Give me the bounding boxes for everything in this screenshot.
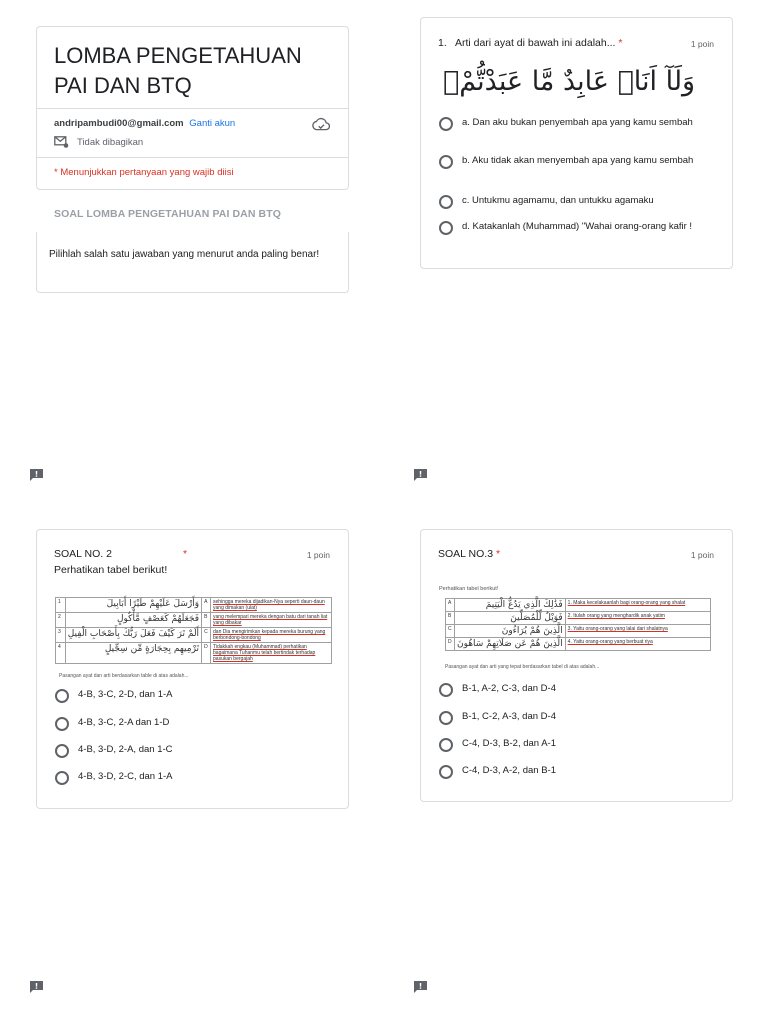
report-feedback-icon[interactable]	[29, 980, 44, 994]
option-label: 4-B, 3-C, 2-A dan 1-D	[78, 717, 170, 728]
meaning-cell: Tidakkah engkau (Muhammad) perhatikan bagaimana Tuhanmu telah bertindak terhadap pasukan bergajah	[211, 643, 332, 664]
radio-button[interactable]	[55, 717, 69, 731]
section-description: Pilihlah salah satu jawaban yang menurut anda paling benar!	[49, 249, 320, 260]
section-title: SOAL LOMBA PENGETAHUAN PAI DAN BTQ	[54, 208, 282, 220]
table-row	[446, 638, 711, 651]
option-2[interactable]	[55, 717, 169, 731]
report-feedback-icon[interactable]	[413, 980, 428, 994]
option-label: B-1, C-2, A-3, dan D-4	[462, 711, 556, 722]
question-card-2	[36, 529, 349, 809]
option-3[interactable]	[439, 738, 556, 752]
question-title	[438, 37, 622, 49]
table-cell: C	[202, 628, 211, 643]
table-note: Pasangan ayat dan arti berdasarkan table di atas adalah...	[59, 673, 189, 679]
meaning-cell: 1. Maka kecelakaanlah bagi orang-orang yang shalat	[565, 599, 710, 612]
radio-button[interactable]	[439, 711, 453, 725]
question-table	[445, 598, 711, 651]
required-star: *	[618, 37, 623, 49]
option-label: a. Dan aku bukan penyembah apa yang kamu sembah	[462, 117, 693, 128]
option-a[interactable]	[439, 117, 709, 131]
report-feedback-icon[interactable]	[413, 468, 428, 482]
table-cell: 1	[56, 598, 66, 613]
points-label: 1 poin	[306, 550, 330, 560]
option-4[interactable]	[55, 771, 173, 785]
question-label: SOAL NO. 2	[54, 548, 112, 560]
table-cell: A	[202, 598, 211, 613]
required-star: *	[183, 548, 188, 560]
arabic-cell: وَأَرْسَلَ عَلَيْهِمْ طَيْرًا أَبَابِيلَ	[65, 598, 201, 613]
option-label: C-4, D-3, B-2, dan A-1	[462, 738, 556, 749]
option-label: 4-B, 3-D, 2-C, dan 1-A	[78, 771, 173, 782]
table-row	[446, 599, 711, 612]
required-star: *	[495, 548, 501, 560]
table-row	[56, 628, 332, 643]
arabic-cell: الَّذِينَ هُمْ يُرَاءُونَ	[455, 625, 566, 638]
arabic-cell: فَجَعَلَهُمْ كَعَصْفٍ مَّأْكُولٍ	[65, 613, 201, 628]
option-label: d. Katakanlah (Muhammad) "Wahai orang-orang kafir !	[462, 221, 693, 232]
option-3[interactable]	[55, 744, 173, 758]
table-note: Pasangan ayat dan arti yang tepat berdasarkan tabel di atas adalah...	[445, 664, 600, 670]
arabic-cell: فَذَٰلِكَ الَّذِي يَدُعُّ الْيَتِيمَ	[455, 599, 566, 612]
radio-button[interactable]	[55, 744, 69, 758]
question-prompt: Perhatikan tabel berikut!	[54, 564, 168, 576]
question-card-3	[420, 529, 733, 802]
meaning-cell: 4. Yaitu orang-orang yang berbuat riya	[565, 638, 710, 651]
question-text: Arti dari ayat di bawah ini adalah...	[454, 37, 616, 49]
account-email: andripambudi00@gmail.com	[54, 118, 184, 129]
question-label: SOAL NO.3	[438, 548, 494, 560]
meaning-cell: dan Dia mengirimkan kepada mereka burung yang berbondong-bondong	[211, 628, 332, 643]
table-cell: C	[446, 625, 455, 638]
option-2[interactable]	[439, 711, 556, 725]
question-title	[438, 548, 500, 560]
points-label: 1 poin	[690, 550, 714, 560]
meaning-cell: sehingga mereka dijadikan-Nya seperti daun-daun yang dimakan (ulat)	[211, 598, 332, 613]
sharing-status	[54, 136, 143, 148]
meaning-cell: yang melempari mereka dengan batu dari tanah liat yang dibakar	[211, 613, 332, 628]
option-4[interactable]	[439, 765, 556, 779]
required-note: * Menunjukkan pertanyaan yang wajib diisi	[54, 167, 234, 178]
arabic-cell: فَوَيْلٌ لِّلْمُصَلِّينَ	[455, 612, 566, 625]
table-row	[446, 625, 711, 638]
arabic-verse: وَلَآ اَنَا۠ عَابِدٌ مَّا عَبَدْتُّمْۙ	[443, 66, 696, 97]
arabic-cell: أَلَمْ تَرَ كَيْفَ فَعَلَ رَبُّكَ بِأَصْحَابِ الْفِيلِ	[65, 628, 201, 643]
form-header-card	[36, 26, 349, 190]
table-cell: 3	[56, 628, 66, 643]
question-card-1	[420, 17, 733, 269]
arabic-cell: تَرْمِيهِم بِحِجَارَةٍ مِّن سِجِّيلٍ	[65, 643, 201, 664]
radio-button[interactable]	[439, 195, 453, 209]
table-prompt: Perhatikan tabel berikut!	[439, 586, 499, 592]
table-row	[56, 643, 332, 664]
arabic-cell: الَّذِينَ هُمْ عَن صَلَاتِهِمْ سَاهُونَ	[455, 638, 566, 651]
table-row	[446, 612, 711, 625]
points-label: 1 poin	[690, 39, 714, 49]
radio-button[interactable]	[55, 771, 69, 785]
option-label: c. Untukmu agamamu, dan untukku agamaku	[462, 195, 654, 206]
option-1[interactable]	[55, 689, 173, 703]
radio-button[interactable]	[439, 221, 453, 235]
switch-account-link[interactable]: Ganti akun	[189, 118, 236, 129]
section-description-card	[36, 232, 349, 293]
option-label: C-4, D-3, A-2, dan B-1	[462, 765, 556, 776]
radio-button[interactable]	[439, 155, 453, 169]
account-row	[54, 118, 235, 129]
meaning-cell: 2. Itulah orang yang menghardik anak yatim	[565, 612, 710, 625]
mail-lock-icon	[54, 136, 69, 148]
table-cell: 2	[56, 613, 66, 628]
option-1[interactable]	[439, 683, 556, 697]
table-cell: D	[202, 643, 211, 664]
divider	[37, 157, 348, 158]
question-table	[55, 597, 332, 664]
table-cell: B	[202, 613, 211, 628]
option-label: 4-B, 3-D, 2-A, dan 1-C	[78, 744, 173, 755]
meaning-cell: 3. Yaitu orang-orang yang lalai dari shalatnya	[565, 625, 710, 638]
option-d[interactable]	[439, 221, 709, 235]
table-cell: A	[446, 599, 455, 612]
divider	[37, 108, 348, 109]
report-feedback-icon[interactable]	[29, 468, 44, 482]
cloud-off-icon	[312, 117, 330, 131]
option-b[interactable]	[439, 155, 709, 169]
option-label: 4-B, 3-C, 2-D, dan 1-A	[78, 689, 173, 700]
table-cell: B	[446, 612, 455, 625]
table-cell: D	[446, 638, 455, 651]
not-shared-label: Tidak dibagikan	[77, 136, 144, 148]
option-c[interactable]	[439, 195, 709, 209]
table-row	[56, 613, 332, 628]
question-number: 1.	[438, 37, 447, 49]
option-label: B-1, A-2, C-3, dan D-4	[462, 683, 556, 694]
radio-button[interactable]	[439, 117, 453, 131]
radio-button[interactable]	[439, 765, 453, 779]
radio-button[interactable]	[55, 689, 69, 703]
radio-button[interactable]	[439, 738, 453, 752]
form-title: LOMBA PENGETAHUAN PAI DAN BTQ	[54, 43, 302, 98]
table-cell: 4	[56, 643, 66, 664]
radio-button[interactable]	[439, 683, 453, 697]
table-row	[56, 598, 332, 613]
option-label: b. Aku tidak akan menyembah apa yang kamu sembah	[462, 155, 694, 166]
